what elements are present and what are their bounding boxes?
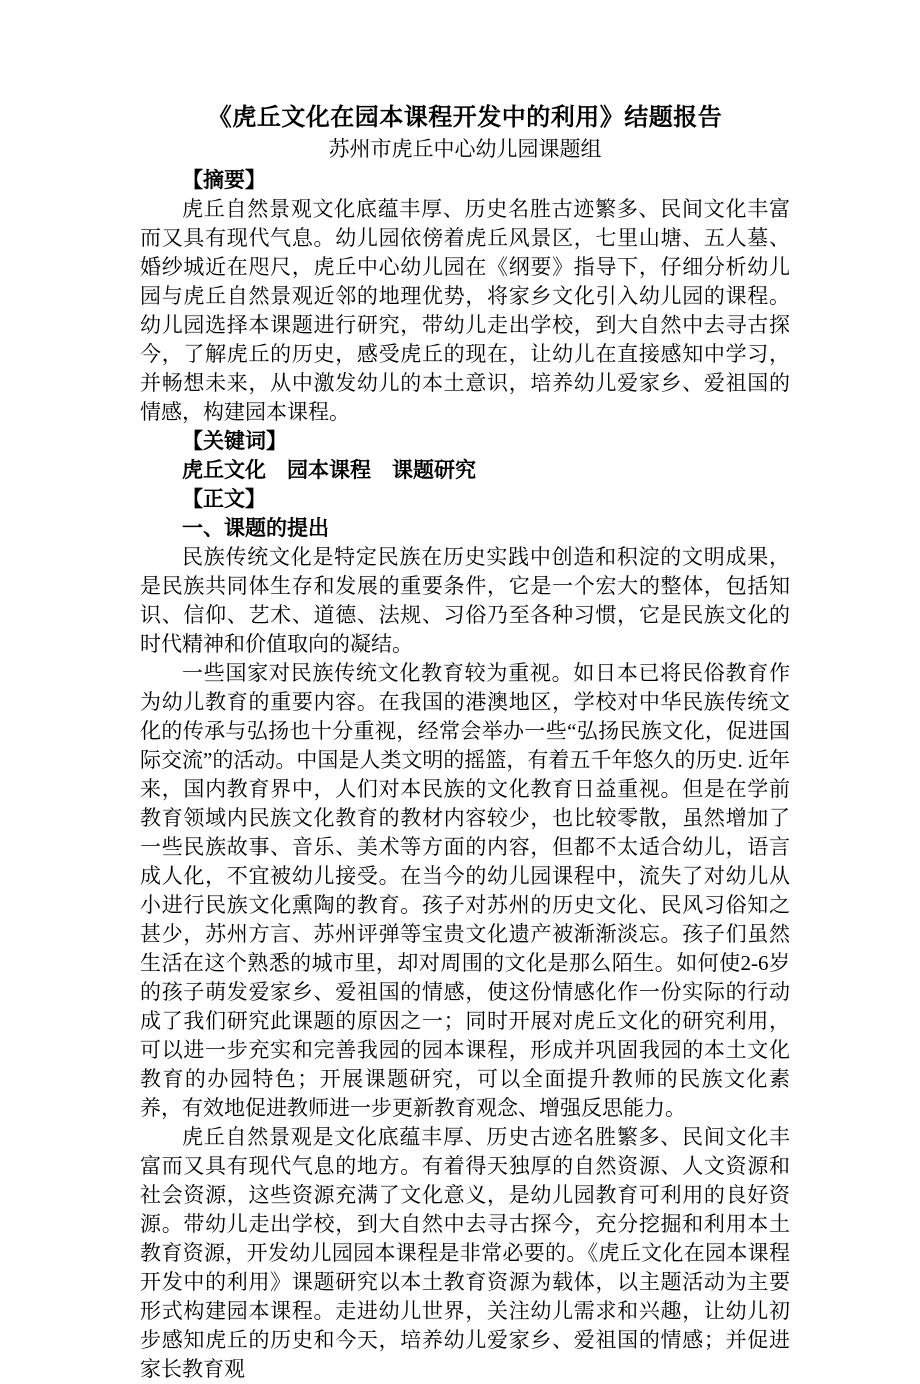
document-subtitle: 苏州市虎丘中心幼儿园课题组 (328, 137, 602, 161)
keywords-label: 【关键词】 (182, 429, 287, 453)
keywords-line: 虎丘文化 园本课程 课题研究 (182, 458, 476, 482)
body-paragraph: 一些国家对民族传统文化教育较为重视。如日本已将民俗教育作为幼儿教育的重要内容。在我国的港澳地区，学校对中华民族传统文化的传承与弘扬也十分重视，经常会举办一些“弘扬民族文化，促进国际交流”的活动。中国是人类文明的摇篮，有着五千年悠久的历史. 近年来，国内教育界中，人们对本民族的文化教育日益重视。但是在学前教育领域内民族文化教育的教材内容较少，也比较零散，虽然增加了一些民族故事、音乐、美术等方面的内容，但都不太适合幼儿，语言成人化，不宜被幼儿接受。在当今的幼儿园课程中，流失了对幼儿从小进行民族文化熏陶的教育。孩子对苏州的历史文化、民风习俗知之甚少，苏州方言、苏州评弹等宝贵文化遗产被渐渐淡忘。孩子们虽然生活在这个熟悉的城市里，却对周围的文化是那么陌生。如何使2-6岁的孩子萌发爱家乡、爱祖国的情感，使这份情感化作一份实际的行动成了我们研究此课题的原因之一；同时开展对虎丘文化的研究利用，可以进一步充实和完善我园的园本课程，形成并巩固我园的本土文化教育的办园特色；开展课题研究，可以全面提升教师的民族文化素养，有效地促进教师进一步更新教育观念、增强反思能力。 (140, 661, 790, 1120)
abstract-paragraph: 虎丘自然景观文化底蕴丰厚、历史名胜古迹繁多、民间文化丰富而又具有现代气息。幼儿园依傍着虎丘风景区，七里山塘、五人墓、婚纱城近在咫尺，虎丘中心幼儿园在《纲要》指导下，仔细分析幼儿园与虎丘自然景观近邻的地理优势，将家乡文化引入幼儿园的课程。幼儿园选择本课题进行研究，带幼儿走出学校，到大自然中去寻古探今，了解虎丘的历史，感受虎丘的现在，让幼儿在直接感知中学习，并畅想未来，从中激发幼儿的本土意识，培养幼儿爱家乡、爱祖国的情感，构建园本课程。 (140, 197, 790, 424)
body-paragraph: 民族传统文化是特定民族在历史实践中创造和积淀的文明成果，是民族共同体生存和发展的重要条件，它是一个宏大的整体，包括知识、信仰、艺术、道德、法规、习俗乃至各种习惯，它是民族文化的时代精神和价值取向的凝结。 (140, 545, 790, 656)
document-title: 《虎丘文化在园本课程开发中的利用》结题报告 (207, 105, 723, 131)
abstract-label: 【摘要】 (182, 168, 266, 192)
body-label: 【正文】 (182, 487, 266, 511)
section-heading: 一、课题的提出 (182, 516, 329, 540)
body-paragraph: 虎丘自然景观是文化底蕴丰厚、历史古迹名胜繁多、民间文化丰富而又具有现代气息的地方。有着得天独厚的自然资源、人文资源和社会资源，这些资源充满了文化意义，是幼儿园教育可利用的良好资源。带幼儿走出学校，到大自然中去寻古探今，充分挖掘和利用本土教育资源，开发幼儿园园本课程是非常必要的。《虎丘文化在园本课程开发中的利用》课题研究以本土教育资源为载体，以主题活动为主要形式构建园本课程。走进幼儿世界，关注幼儿需求和兴趣，让幼儿初步感知虎丘的历史和今天，培养幼儿爱家乡、爱祖国的情感；并促进家长教育观 (140, 1125, 790, 1381)
